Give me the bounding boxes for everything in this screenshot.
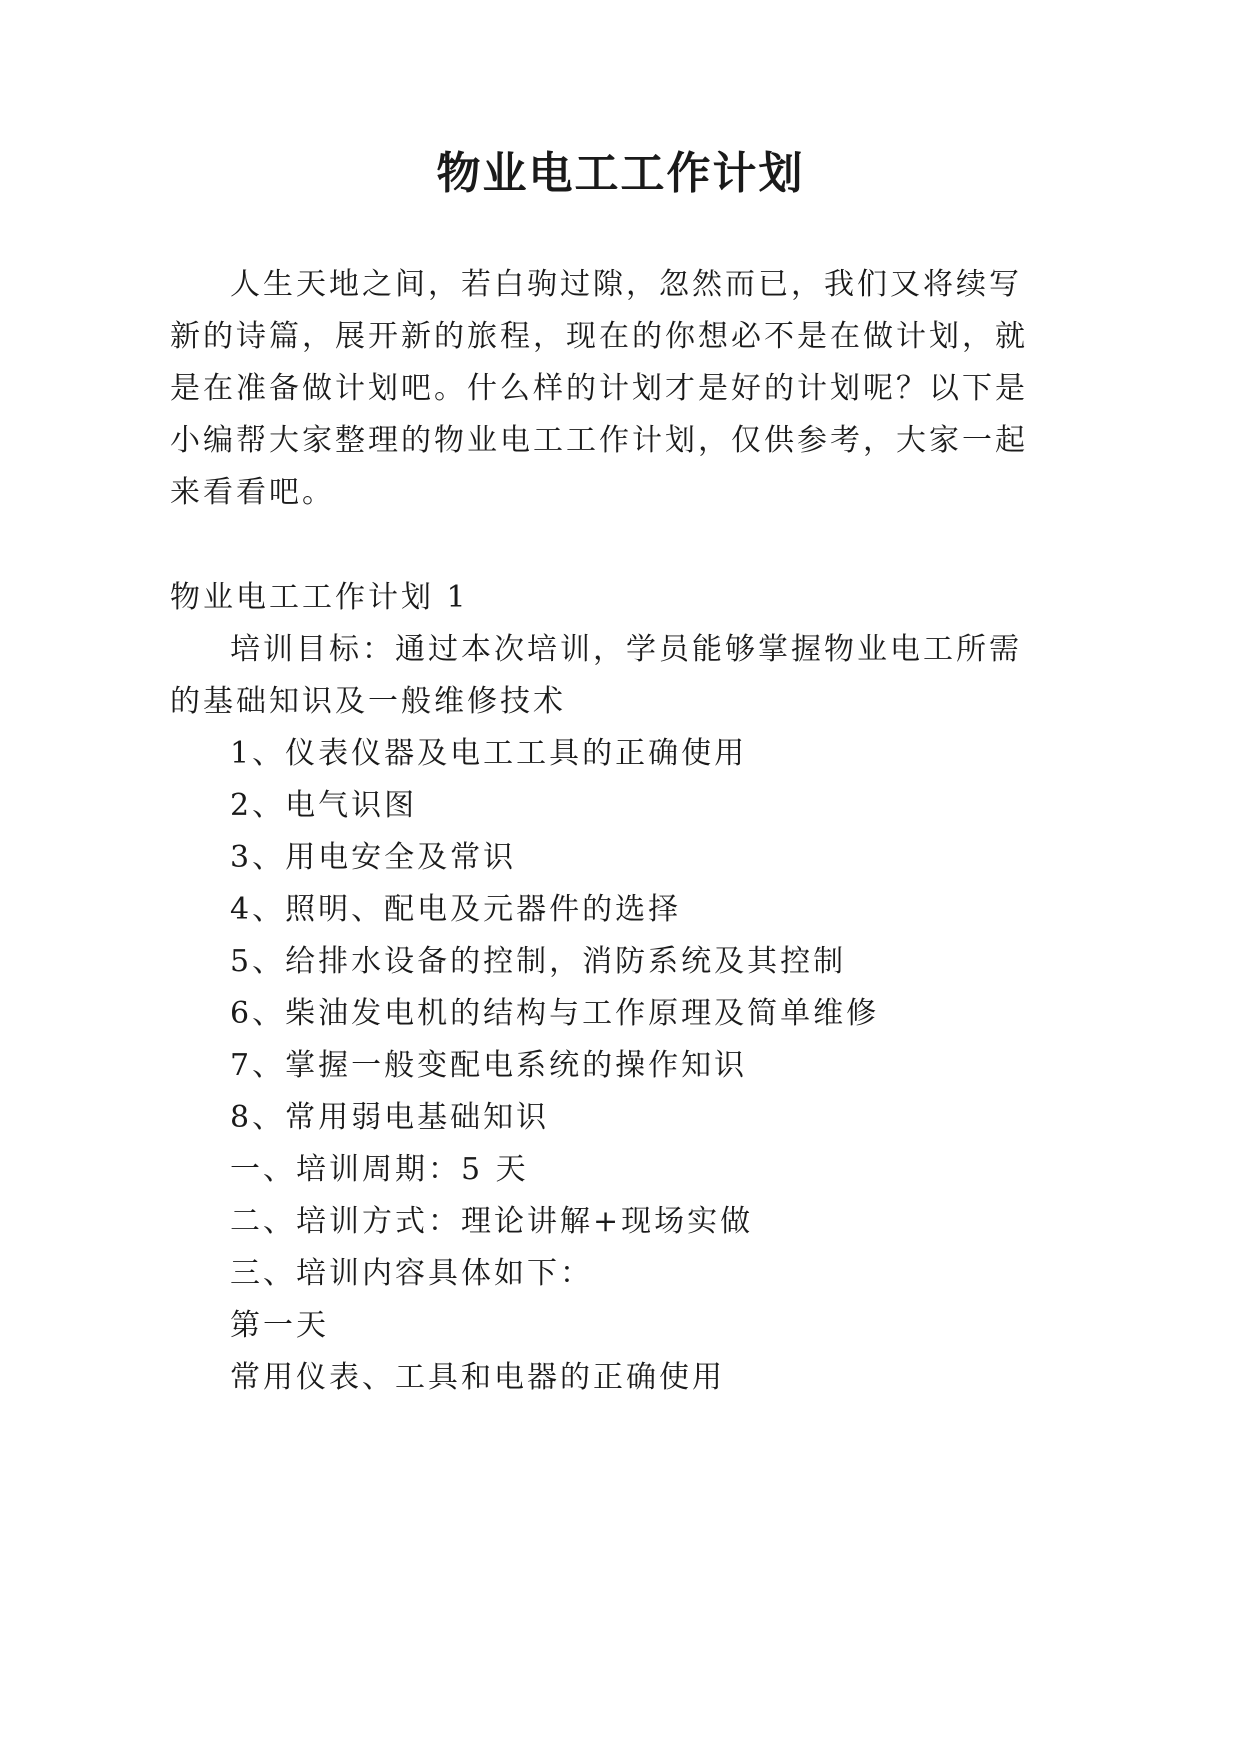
- goal-line-1: 培训目标：通过本次培训，学员能够掌握物业电工所需: [230, 632, 1022, 667]
- list-item: 6、柴油发电机的结构与工作原理及简单维修: [230, 996, 880, 1031]
- document-title: 物业电工工作计划: [436, 148, 805, 199]
- intro-line-4: 小编帮大家整理的物业电工工作计划，仅供参考，大家一起: [170, 423, 1028, 458]
- day-heading: 第一天: [230, 1308, 329, 1343]
- list-item: 5、给排水设备的控制，消防系统及其控制: [230, 944, 847, 979]
- intro-line-3: 是在准备做计划吧。什么样的计划才是好的计划呢？以下是: [170, 371, 1028, 406]
- intro-line-1: 人生天地之间，若白驹过隙，忽然而已，我们又将续写: [230, 267, 1022, 302]
- intro-line-5: 来看看吧。: [170, 475, 335, 510]
- day-content: 常用仪表、工具和电器的正确使用: [230, 1360, 725, 1395]
- list-item: 4、照明、配电及元器件的选择: [230, 892, 682, 927]
- list-item: 8、常用弱电基础知识: [230, 1100, 550, 1135]
- plan-item: 一、培训周期：5 天: [230, 1152, 529, 1187]
- goal-line-2: 的基础知识及一般维修技术: [170, 684, 566, 719]
- list-item: 3、用电安全及常识: [230, 840, 517, 875]
- intro-line-2: 新的诗篇，展开新的旅程，现在的你想必不是在做计划，就: [170, 319, 1028, 354]
- plan-item: 三、培训内容具体如下：: [230, 1256, 593, 1291]
- list-item: 2、电气识图: [230, 788, 418, 823]
- list-item: 1、仪表仪器及电工工具的正确使用: [230, 736, 748, 771]
- plan-item: 二、培训方式：理论讲解+现场实做: [230, 1204, 754, 1239]
- list-item: 7、掌握一般变配电系统的操作知识: [230, 1048, 748, 1083]
- section-heading: 物业电工工作计划 1: [170, 580, 469, 615]
